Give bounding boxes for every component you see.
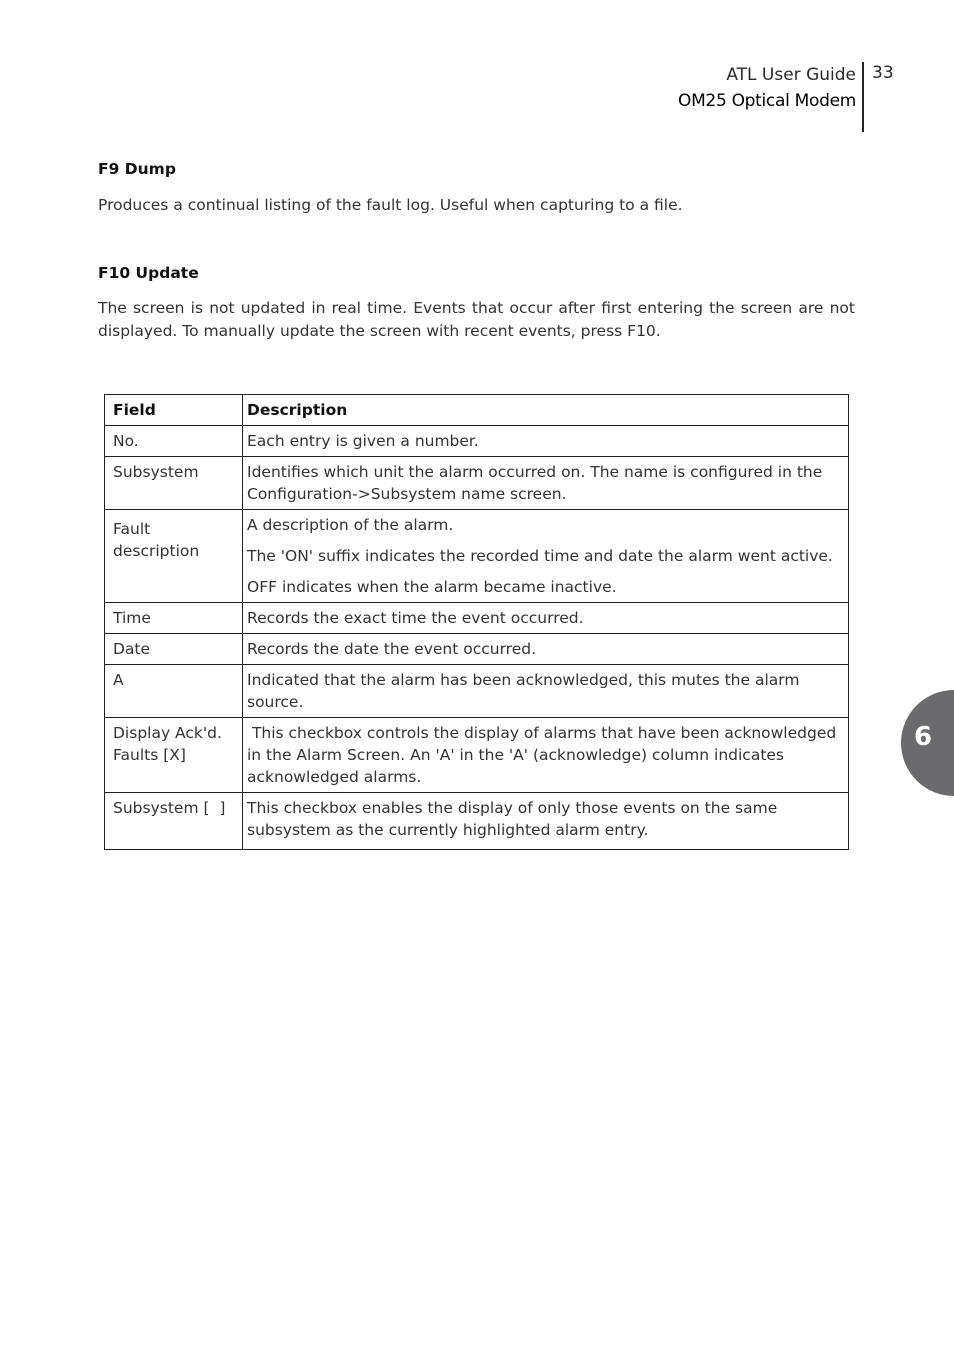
table-row — [105, 718, 849, 793]
description-cell — [243, 634, 849, 665]
table-row — [105, 510, 849, 603]
section-title-f9-dump: F9 Dump — [98, 160, 176, 178]
description-text: Records the exact time the event occurred. — [247, 609, 584, 627]
table-row — [105, 457, 849, 510]
table-row — [105, 426, 849, 457]
description-text: Each entry is given a number. — [247, 432, 479, 450]
chapter-tab — [901, 690, 954, 796]
description-cell — [243, 603, 849, 634]
description-cell — [243, 793, 849, 850]
field-cell: Date — [105, 634, 243, 665]
description-cell — [243, 718, 849, 793]
description-text: Identifies which unit the alarm occurred on. The name is configured in the Configuration->Subsystem name screen. — [247, 463, 823, 503]
header-description: Description — [243, 395, 849, 426]
field-cell: Subsystem [ ] — [105, 793, 243, 850]
description-text: Indicated that the alarm has been acknowledged, this mutes the alarm source. — [247, 671, 800, 711]
description-cell — [243, 510, 849, 603]
field-description-table — [104, 394, 849, 850]
section-text-f9-dump: Produces a continual listing of the fault log. Useful when capturing to a file. — [98, 196, 683, 214]
section-text-f10-update: The screen is not updated in real time. Events that occur after first entering the screen are not displayed. To manually update the screen with recent events, press F10. — [98, 299, 855, 340]
description-text: The 'ON' suffix indicates the recorded time and date the alarm went active. — [247, 547, 833, 565]
table-header-row — [105, 395, 849, 426]
description-cell — [243, 665, 849, 718]
description-text: This checkbox enables the display of only those events on the same subsystem as the currently highlighted alarm entry. — [247, 799, 778, 839]
chapter-number: 6 — [914, 722, 933, 752]
product-name: OM25 Optical Modem — [677, 91, 856, 111]
description-text: Records the date the event occurred. — [247, 640, 537, 658]
section-title-f10-update: F10 Update — [98, 264, 199, 282]
header-divider — [862, 62, 864, 132]
description-cell — [243, 426, 849, 457]
field-cell: Subsystem — [105, 457, 243, 510]
field-cell: A — [105, 665, 243, 718]
field-cell: No. — [105, 426, 243, 457]
description-text: A description of the alarm. — [247, 516, 454, 534]
description-cell — [243, 457, 849, 510]
page-header — [678, 62, 856, 114]
page-number: 33 — [872, 63, 894, 83]
table-row — [105, 634, 849, 665]
table-row — [105, 665, 849, 718]
description-text: This checkbox controls the display of alarms that have been acknowledged in the Alarm Screen. An 'A' in the 'A' (acknowledge) column indicates acknowledged alarms. — [247, 724, 842, 786]
guide-title: ATL User Guide — [726, 65, 856, 85]
table-row — [105, 603, 849, 634]
header-field: Field — [105, 395, 243, 426]
description-text: OFF indicates when the alarm became inactive. — [247, 578, 617, 596]
field-cell: Display Ack'd. Faults [X] — [105, 718, 243, 793]
table-row — [105, 793, 849, 850]
field-cell: Time — [105, 603, 243, 634]
field-cell: Fault description — [105, 510, 243, 603]
